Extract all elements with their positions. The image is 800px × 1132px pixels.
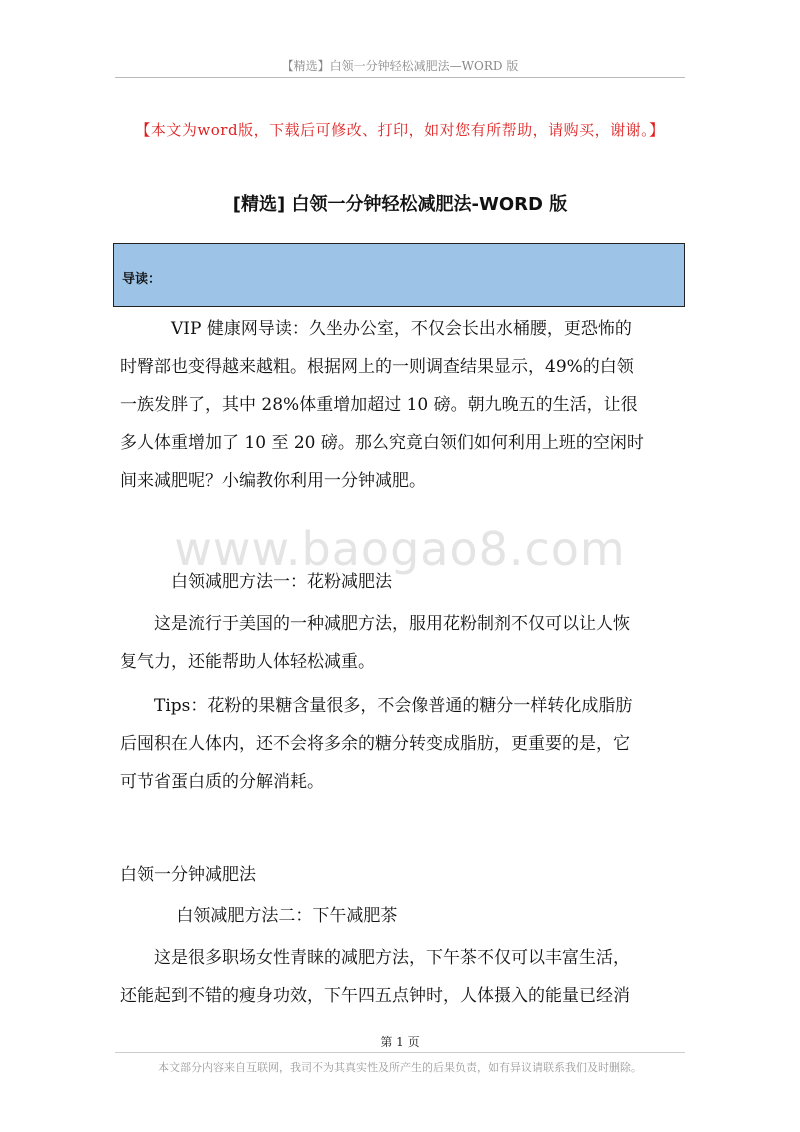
watermark: www.baogao8.com [174,522,626,576]
method2-heading: 白领减肥方法二：下午减肥茶 [120,906,398,926]
text-line: 间来减肥呢？小编教你利用一分钟减肥。 [120,471,426,491]
text-line: 多人体重增加了 10 至 20 磅。那么究竟白领们如何利用上班的空闲时 [120,433,644,453]
header-divider [115,77,685,78]
section-heading: 白领一分钟减肥法 [120,865,256,885]
tips-paragraph [120,687,690,801]
footer-divider [115,1052,685,1053]
text-line: 后囤积在人体内，还不会将多余的糖分转变成脂肪，更重要的是，它 [120,734,630,754]
guide-label: 导读： [122,272,162,287]
page-footer: 本文部分内容来自互联网，我司不为其真实性及所产生的后果负责，如有异议请联系我们及时删除。 [158,1061,642,1074]
method1-paragraph [120,605,690,681]
intro-paragraph [120,310,690,500]
method1-heading: 白领减肥方法一：花粉减肥法 [120,572,392,592]
purchase-notice: 【本文为word版，下载后可修改、打印，如对您有所帮助，请购买，谢谢。】 [135,121,665,139]
text-line: VIP 健康网导读：久坐办公室，不仅会长出水桶腰，更恐怖的 [120,319,632,339]
method2-paragraph [120,939,690,1015]
text-line: 一族发胖了，其中 28%体重增加超过 10 磅。朝九晚五的生活，让很 [120,395,638,415]
text-line: 时臀部也变得越来越粗。根据网上的一则调查结果显示，49%的白领 [120,357,634,377]
document-title: [精选] 白领一分钟轻松减肥法-WORD 版 [232,194,568,215]
text-line: Tips：花粉的果糖含量很多，不会像普通的糖分一样转化成脂肪 [120,696,633,716]
guide-box [113,243,685,307]
text-line: 还能起到不错的瘦身功效，下午四五点钟时，人体摄入的能量已经消 [120,986,630,1006]
text-line: 可节省蛋白质的分解消耗。 [120,772,324,792]
text-line: 这是很多职场女性青睐的减肥方法，下午茶不仅可以丰富生活， [120,948,630,968]
text-line: 复气力，还能帮助人体轻松减重。 [120,652,375,672]
page-header: 【精选】白领一分钟轻松减肥法—WORD 版 [281,59,519,73]
page-number: 第 1 页 [380,1035,420,1049]
text-line: 这是流行于美国的一种减肥方法，服用花粉制剂不仅可以让人恢 [120,614,630,634]
